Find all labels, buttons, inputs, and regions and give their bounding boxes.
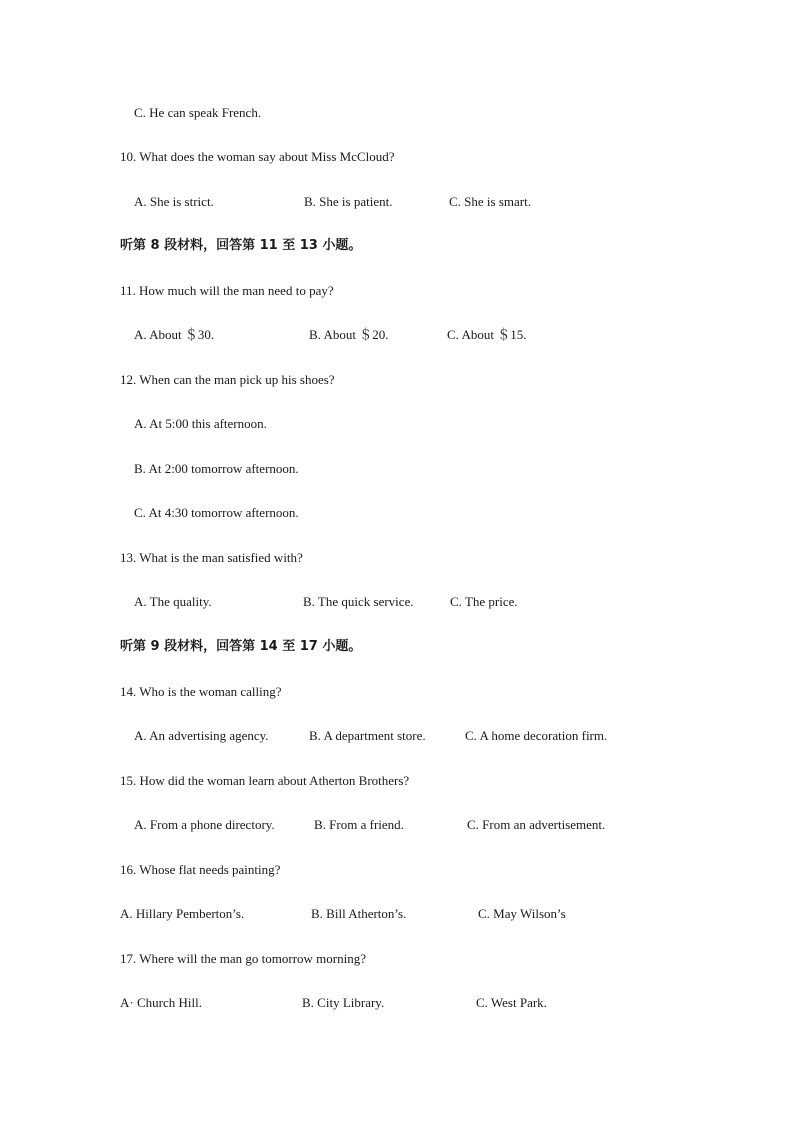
q14-option-a: A. An advertising agency. [134, 728, 269, 743]
q12-stem: 12. When can the man pick up his shoes? [120, 372, 335, 387]
q15-option-c: C. From an advertisement. [467, 817, 606, 832]
q16-option-c: C. May Wilson’s [478, 906, 566, 921]
q15-option-a: A. From a phone directory. [134, 817, 275, 832]
q16-stem: 16. Whose flat needs painting? [120, 862, 281, 877]
q12-option-c: C. At 4:30 tomorrow afternoon. [134, 505, 299, 520]
q9-option-c: C. He can speak French. [134, 105, 262, 120]
q13-option-c: C. The price. [450, 594, 518, 609]
q14-stem: 14. Who is the woman calling? [120, 684, 282, 699]
q16-option-b: B. Bill Atherton’s. [311, 906, 407, 921]
q17-option-a: A· Church Hill. [120, 995, 202, 1010]
q13-option-b: B. The quick service. [303, 594, 414, 609]
q13-option-a: A. The quality. [134, 594, 212, 609]
q11-stem: 11. How much will the man need to pay? [120, 283, 334, 298]
q15-stem: 15. How did the woman learn about Atherton Brothers? [120, 773, 410, 788]
q11-option-b: B. About ＄20. [309, 327, 389, 342]
q17-option-c: C. West Park. [476, 995, 547, 1010]
q11-option-a: A. About ＄30. [134, 327, 215, 342]
q11-option-c: C. About ＄15. [447, 327, 527, 342]
q16-option-a: A. Hillary Pemberton’s. [120, 906, 245, 921]
q14-option-c: C. A home decoration firm. [465, 728, 608, 743]
q12-option-a: A. At 5:00 this afternoon. [134, 416, 267, 431]
section-9-heading: 听第 9 段材料，回答第 14 至 17 小题。 [120, 639, 362, 654]
q10-stem: 10. What does the woman say about Miss McCloud? [120, 149, 395, 164]
q15-option-b: B. From a friend. [314, 817, 404, 832]
q10-option-c: C. She is smart. [449, 194, 531, 209]
q10-option-b: B. She is patient. [304, 194, 393, 209]
q17-option-b: B. City Library. [302, 995, 385, 1010]
q13-stem: 13. What is the man satisfied with? [120, 550, 303, 565]
q10-option-a: A. She is strict. [134, 194, 214, 209]
q17-stem: 17. Where will the man go tomorrow morning? [120, 951, 366, 966]
q12-option-b: B. At 2:00 tomorrow afternoon. [134, 461, 299, 476]
section-8-heading: 听第 8 段材料，回答第 11 至 13 小题。 [120, 238, 362, 253]
q14-option-b: B. A department store. [309, 728, 426, 743]
